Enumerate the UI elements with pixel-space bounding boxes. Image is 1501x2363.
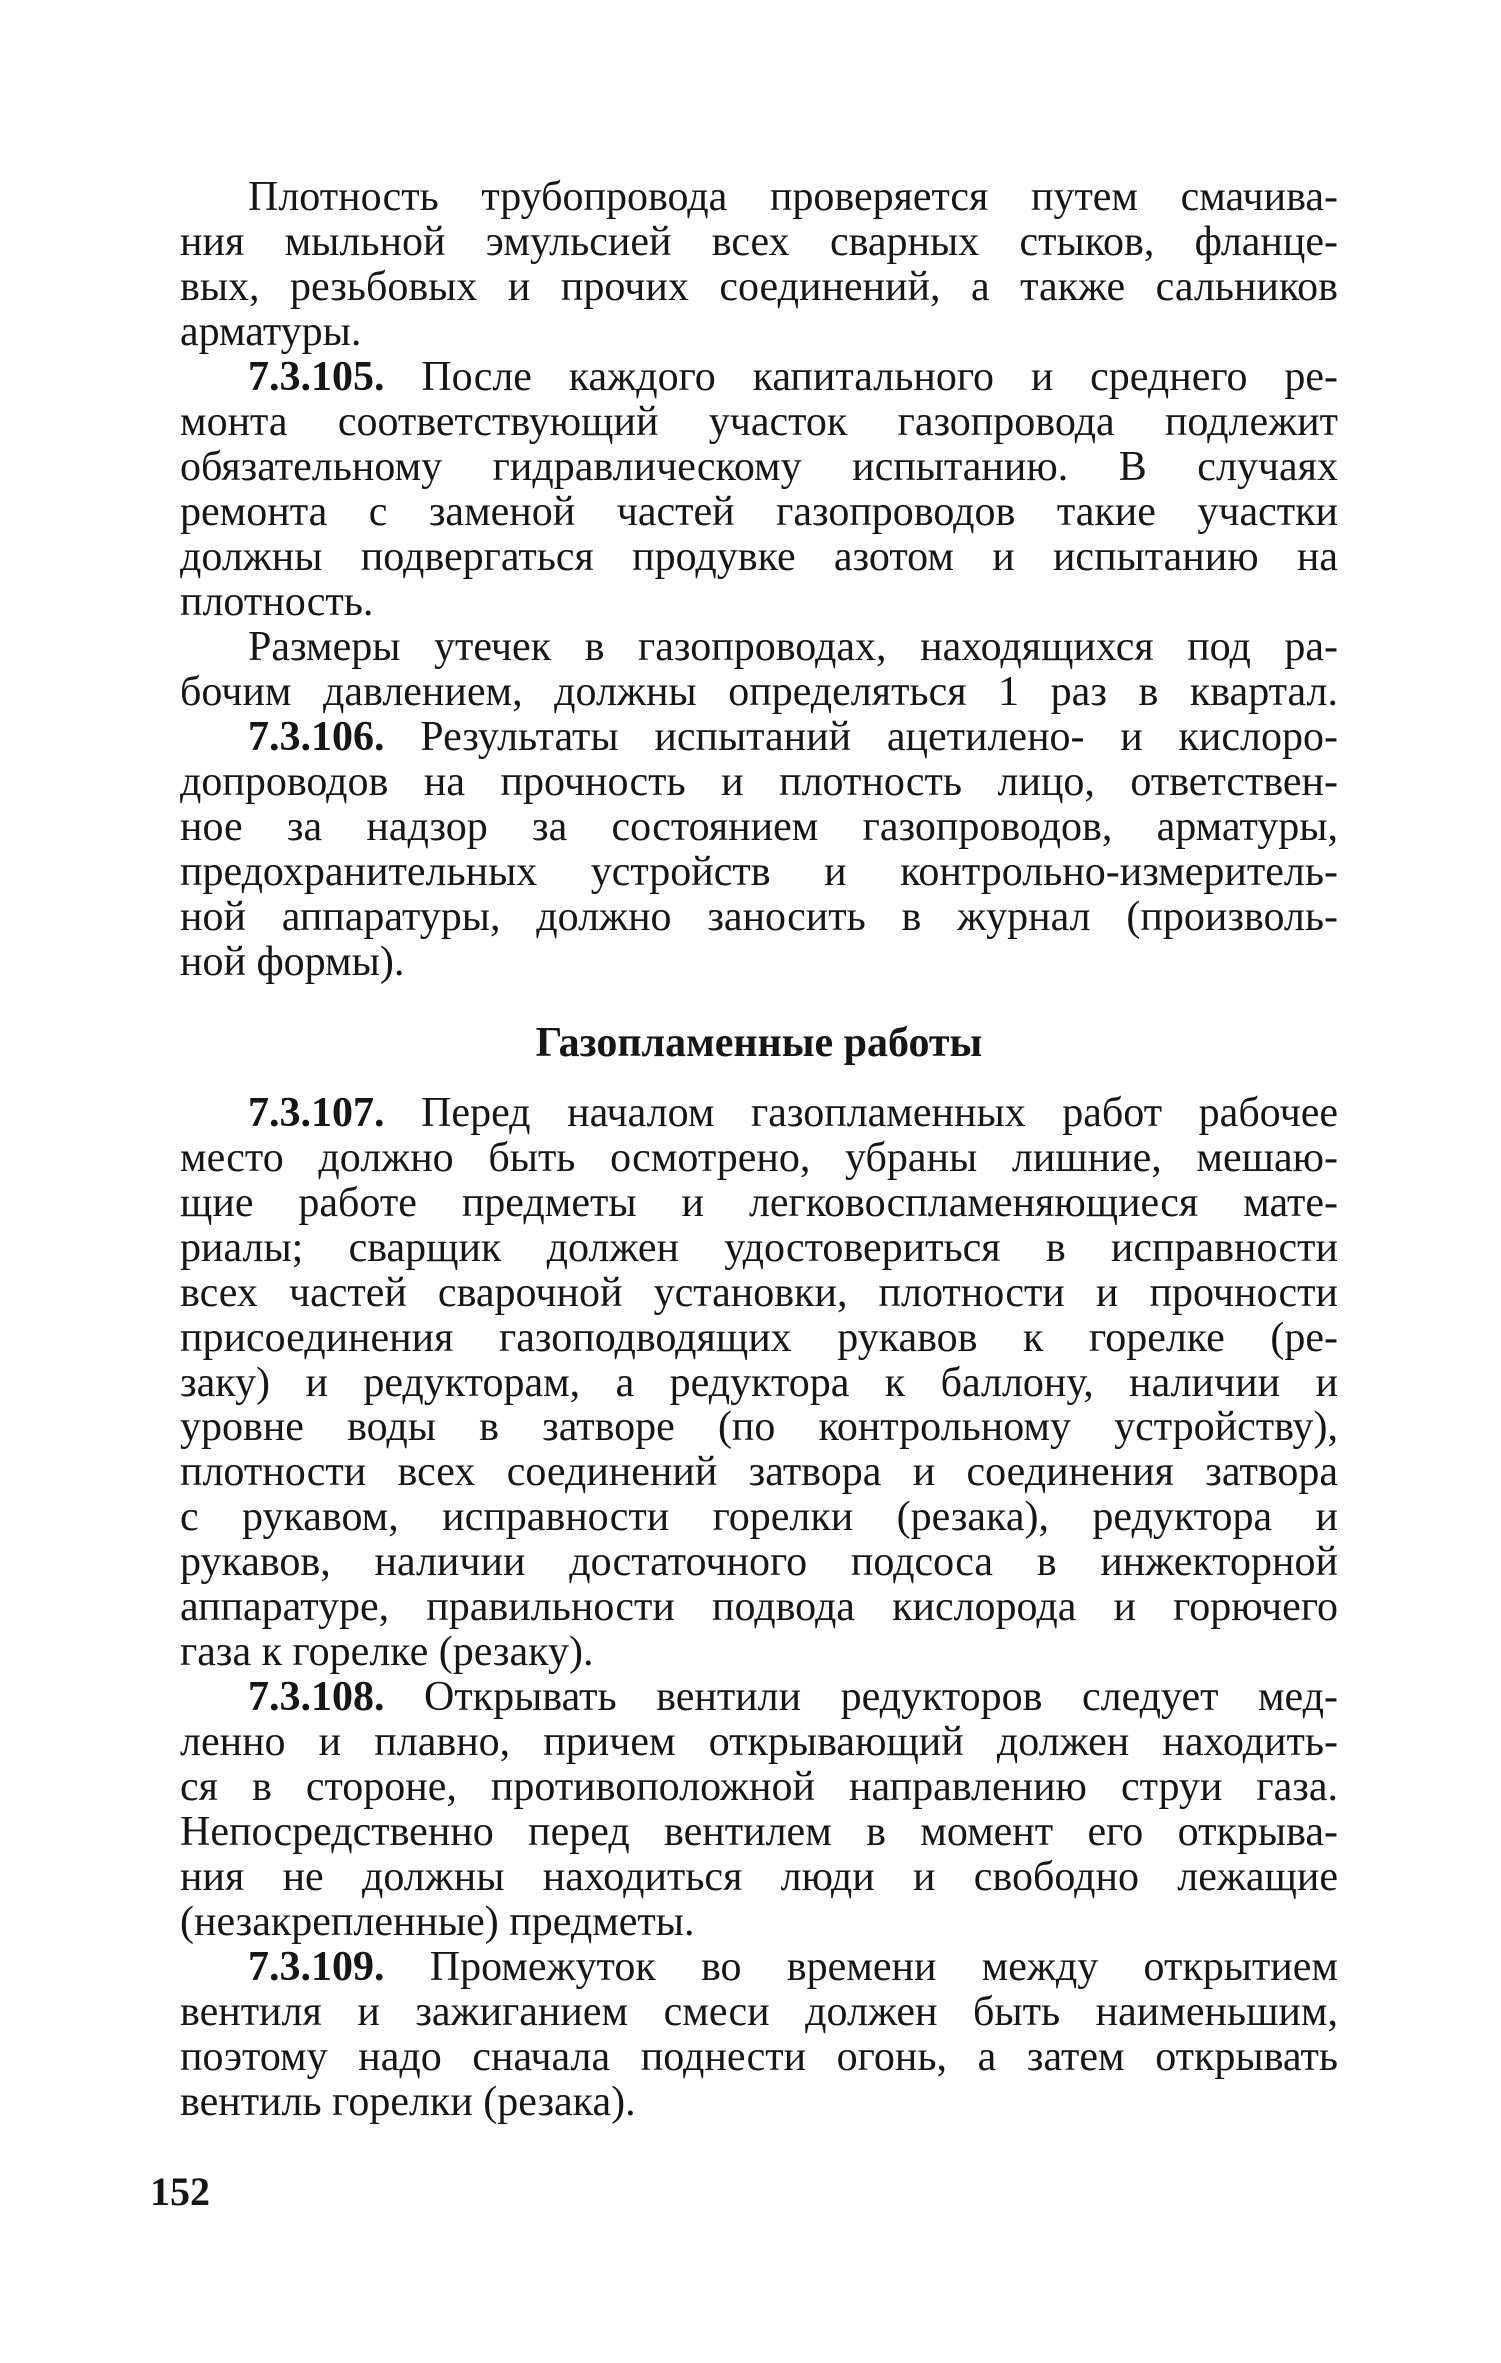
text-line <box>248 1945 1338 1990</box>
text-line: ной формы). <box>180 938 405 985</box>
text-line: плотность. <box>180 578 374 625</box>
text-line: щие работе предметы и легковоспламеняющиеся мате- <box>180 1179 1338 1226</box>
clause-number: 7.3.107. <box>248 1089 385 1136</box>
text-line: ной аппаратуры, должно заносить в журнал (произволь- <box>180 893 1338 940</box>
clause-text: Открывать вентили редукторов следует мед- <box>423 1674 1338 1721</box>
text-line: всех частей сварочной установки, плотности и прочности <box>180 1269 1338 1316</box>
text-line: риалы; сварщик должен удостовериться в исправности <box>180 1224 1338 1271</box>
text-line: ся в стороне, противоположной направлению струи газа. <box>180 1764 1338 1811</box>
text-line: присоединения газоподводящих рукавов к горелке (ре- <box>180 1314 1338 1361</box>
text-line: рукавов, наличии достаточного подсоса в инжекторной <box>180 1539 1338 1586</box>
text-line: заку) и редукторам, а редуктора к баллону, наличии и <box>180 1359 1338 1406</box>
clause-number: 7.3.105. <box>248 353 385 400</box>
text-line: аппаратуре, правильности подвода кислорода и горючего <box>180 1584 1338 1631</box>
text-line: вентиль горелки (резака). <box>180 2079 636 2125</box>
text-line: арматуры. <box>180 308 362 355</box>
text-line: ремонта с заменой частей газопроводов такие участки <box>180 488 1338 535</box>
text-line <box>248 1675 1338 1720</box>
text-line: вентиля и зажиганием смеси должен быть наименьшим, <box>180 1989 1338 2036</box>
text-line: ния не должны находиться люди и свободно лежащие <box>180 1854 1338 1901</box>
text-line: Плотность трубопровода проверяется путем смачива- <box>248 174 1338 220</box>
text-line: ное за надзор за состоянием газопроводов, арматуры, <box>180 803 1338 850</box>
clause-text: После каждого капитального и среднего ре- <box>421 353 1339 400</box>
text-line: Непосредственно перед вентилем в момент его открыва- <box>180 1809 1338 1856</box>
text-line: плотности всех соединений затвора и соединения затвора <box>180 1449 1338 1496</box>
text-line <box>248 355 1338 400</box>
text-line: с рукавом, исправности горелки (резака), редуктора и <box>180 1494 1338 1541</box>
text-line <box>248 715 1338 760</box>
text-line: уровне воды в затворе (по контрольному устройству), <box>180 1404 1338 1451</box>
text-line: ния мыльной эмульсией всех сварных стыков, фланце- <box>180 219 1338 265</box>
text-line: допроводов на прочность и плотность лицо, ответствен- <box>180 758 1338 805</box>
text-line: монта соответствующий участок газопровода подлежит <box>180 398 1338 445</box>
section-heading: Газопламенные работы <box>535 1019 983 1066</box>
clause-text: Перед началом газопламенных работ рабочее <box>421 1089 1339 1136</box>
page-number: 152 <box>150 2169 210 2214</box>
text-line: предохранительных устройств и контрольно-измеритель- <box>180 848 1338 895</box>
text-line <box>248 1091 1338 1136</box>
clause-number: 7.3.106. <box>248 713 385 760</box>
clause-text: Результаты испытаний ацетилено- и кислоро- <box>420 713 1338 760</box>
text-line: (незакрепленные) предметы. <box>180 1899 695 1946</box>
text-line: обязательному гидравлическому испытанию. В случаях <box>180 443 1338 490</box>
text-line: вых, резьбовых и прочих соединений, а также сальников <box>180 263 1338 310</box>
text-line: Размеры утечек в газопроводах, находящихся под ра- <box>248 623 1338 670</box>
text-line: газа к горелке (резаку). <box>180 1629 594 1676</box>
text-line: бочим давлением, должны определяться 1 раз в квартал. <box>180 668 1338 715</box>
clause-number: 7.3.109. <box>248 1944 385 1991</box>
text-line: должны подвергаться продувке азотом и испытанию на <box>180 533 1338 580</box>
text-line: поэтому надо сначала поднести огонь, а затем открывать <box>180 2034 1338 2080</box>
clause-text: Промежуток во времени между открытием <box>429 1944 1338 1991</box>
text-line: ленно и плавно, причем открывающий должен находить- <box>180 1719 1338 1766</box>
clause-number: 7.3.108. <box>248 1674 385 1721</box>
text-line: место должно быть осмотрено, убраны лишние, мешаю- <box>180 1134 1338 1181</box>
